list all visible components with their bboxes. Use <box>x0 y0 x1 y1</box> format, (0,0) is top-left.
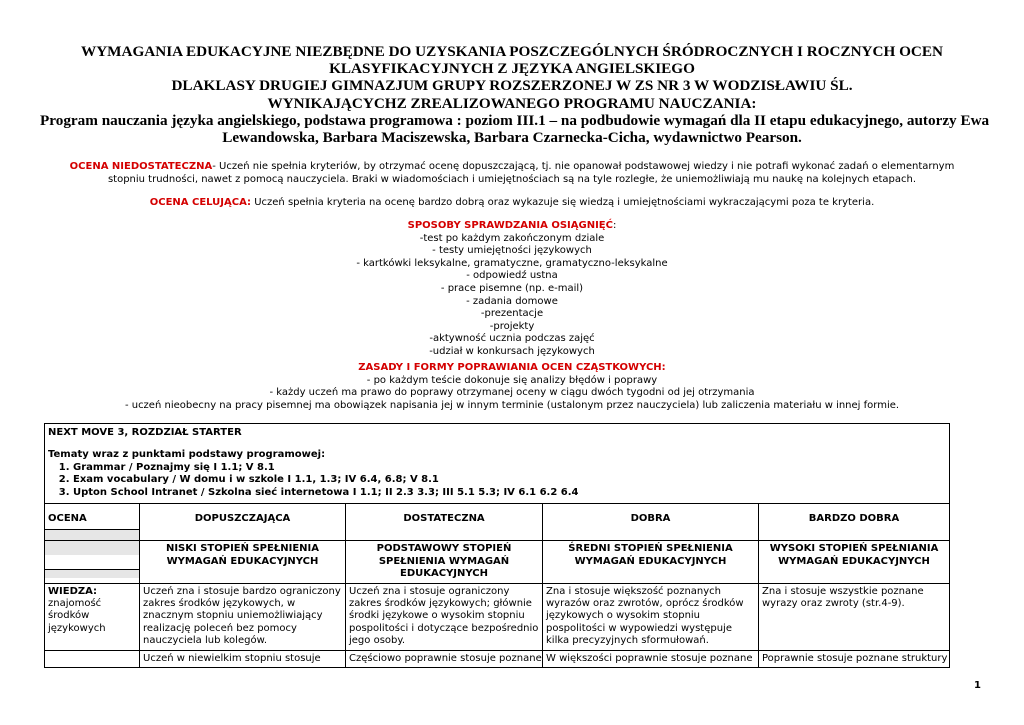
level-empty-cell <box>45 541 140 583</box>
page-number: 1 <box>974 680 981 691</box>
excellent-grade-text: Uczeń spełnia kryteria na ocenę bardzo dobrą oraz wykazuje się wiedzą i umiejętnościami wykraczającymi poza te kryteria. <box>251 197 875 208</box>
excellent-grade-label: OCENA CELUJĄCA: <box>149 197 252 208</box>
list-item: - odpowiedź ustna <box>466 270 558 282</box>
grade-header-sufficient: DOPUSZCZAJĄCA <box>140 504 346 541</box>
title-line-3: DLAKLASY DRUGIEJ GIMNAZJUM GRUPY ROZSZERZONEJ W ZS NR 3 W WODZISŁAWIU ŚL. <box>171 77 853 95</box>
list-item: -prezentacje <box>480 308 544 320</box>
fail-grade-text: - Uczeń nie spełnia kryteriów, by otrzymać ocenę dopuszczającą, tj. nie opanował podstawowej wiedzy i nie potrafi wykonać zadań o elementarnym stopniu trudności, nawet z pomocą nauczyciela. Braki w wiadomościach i umiejętnościach są na tyle rozległe, że uniemożliwiają mu naukę na kolejnych etapach. <box>107 161 955 186</box>
topic-item: 2. Exam vocabulary / W domu i w szkole I 1.1, 1.3; IV 6.4, 6.8; V 8.1 <box>73 474 946 486</box>
shaded-band <box>45 541 139 555</box>
knowledge-sublabel: znajomość środków językowych <box>48 598 106 634</box>
title-line-2: KLASYFIKACYJNYCH Z JĘZYKA ANGIELSKIEGO <box>329 60 695 78</box>
topics-list <box>48 462 946 499</box>
topic-item: 1. Grammar / Poznajmy się I 1.1; V 8.1 <box>73 462 946 474</box>
topics-heading: Tematy wraz z punktami podstawy programowej: <box>48 449 326 461</box>
level-medium: ŚREDNI STOPIEŃ SPEŁNIENIA WYMAGAŃ EDUKACYJNYCH <box>543 541 759 583</box>
list-item: - kartkówki leksykalne, gramatyczne, gramatyczno-leksykalne <box>356 257 668 269</box>
requirements-table <box>44 423 950 668</box>
shaded-band <box>45 529 139 540</box>
knowledge-satisfactory: Uczeń zna i stosuje ograniczony zakres środków językowych; głównie środki językowe o wysokim stopniu pospolitości i dotyczące bezpośrednio jego osoby. <box>346 583 543 650</box>
list-item: -aktywność ucznia podczas zajęć <box>429 333 595 345</box>
unit-title: NEXT MOVE 3, ROZDZIAŁ STARTER <box>48 427 242 438</box>
fail-grade-paragraph <box>55 160 969 187</box>
grade-header-good: DOBRA <box>543 504 759 541</box>
list-item: - zadania domowe <box>466 295 558 307</box>
list-item: - prace pisemne (np. e-mail) <box>440 282 584 294</box>
assessment-methods <box>100 220 924 359</box>
grade-header-very-good: BARDZO DOBRA <box>759 504 950 541</box>
knowledge-label: WIEDZA: <box>48 585 98 597</box>
list-item: -test po każdym zakończonym dziale <box>419 232 605 244</box>
grade-improvement-rules <box>100 362 924 412</box>
shaded-band <box>45 569 139 578</box>
grade-header-cell <box>45 504 140 541</box>
list-item: -projekty <box>489 320 535 332</box>
list-item: - uczeń nieobecny na pracy pisemnej ma obowiązek napisania jej w innym terminie (ustalonym przez nauczyciela) lub zaliczenia materiału w innej formie. <box>124 399 900 411</box>
improvement-heading: ZASADY I FORMY POPRAWIANIA OCEN CZĄSTKOWYCH: <box>358 362 666 373</box>
level-low: NISKI STOPIEŃ SPEŁNIENIA WYMAGAŃ EDUKACYJNYCH <box>140 541 346 583</box>
excellent-grade-paragraph <box>40 196 984 209</box>
title-line-1: WYMAGANIA EDUKACYJNE NIEZBĘDNE DO UZYSKANIA POSZCZEGÓLNYCH ŚRÓDROCZNYCH I ROCZNYCH OCEN <box>81 43 943 60</box>
knowledge-label-cell <box>45 583 140 650</box>
methods-heading: SPOSOBY SPRAWDZANIA OSIĄGNIĘĆ: <box>407 220 617 231</box>
level-basic: PODSTAWOWY STOPIEŃ SPEŁNIENIA WYMAGAŃ EDUKACYJNYCH <box>346 541 543 583</box>
document-title <box>40 43 990 147</box>
grade-header-satisfactory: DOSTATECZNA <box>346 504 543 541</box>
knowledge-sufficient: Uczeń zna i stosuje bardzo ograniczony zakres środków językowych, w znacznym stopniu uniemożliwiający realizację poleceń bez pomocy nauczyciela lub kolegów. <box>140 583 346 650</box>
grammar-label-cell <box>45 650 140 667</box>
level-high: WYSOKI STOPIEŃ SPEŁNIANIA WYMAGAŃ EDUKACYJNYCH <box>759 541 950 583</box>
unit-cell <box>45 424 950 504</box>
list-item: - po każdym teście dokonuje się analizy błędów i poprawy <box>366 374 658 386</box>
knowledge-very-good: Zna i stosuje wszystkie poznane wyrazy oraz zwroty (str.4-9). <box>759 583 950 650</box>
grammar-sufficient: Uczeń w niewielkim stopniu stosuje <box>140 650 346 667</box>
fail-grade-label: OCENA NIEDOSTATECZNA <box>69 161 213 172</box>
grammar-very-good: Poprawnie stosuje poznane struktury <box>759 650 950 667</box>
grammar-good: W większości poprawnie stosuje poznane <box>543 650 759 667</box>
grade-header-label: OCENA <box>48 513 87 525</box>
title-line-5: Program nauczania języka angielskiego, podstawa programowa : poziom III.1 – na podbudowie wymagań dla II etapu edukacyjnego, autorzy Ewa <box>40 111 990 129</box>
title-line-6: Lewandowska, Barbara Maciszewska, Barbara Czarnecka-Cicha, wydawnictwo Pearson. <box>222 129 802 147</box>
list-item: - każdy uczeń ma prawo do poprawy otrzymanej oceny w ciągu dwóch tygodni od jej otrzymania <box>269 387 755 399</box>
topic-item: 3. Upton School Intranet / Szkolna sieć internetowa I 1.1; II 2.3 3.3; III 5.1 5.3; IV 6.1 6.2 6.4 <box>73 487 946 499</box>
list-item: - testy umiejętności językowych <box>432 245 592 257</box>
title-line-4: WYNIKAJĄCYCHZ ZREALIZOWANEGO PROGRAMU NAUCZANIA: <box>267 94 757 112</box>
knowledge-good: Zna i stosuje większość poznanych wyrazów oraz zwrotów, oprócz środków językowych o wysokim stopniu pospolitości w wypowiedzi występuje kilka precyzyjnych sformułowań. <box>543 583 759 650</box>
grammar-satisfactory: Częściowo poprawnie stosuje poznane <box>346 650 543 667</box>
list-item: -udział w konkursach językowych <box>429 345 595 357</box>
